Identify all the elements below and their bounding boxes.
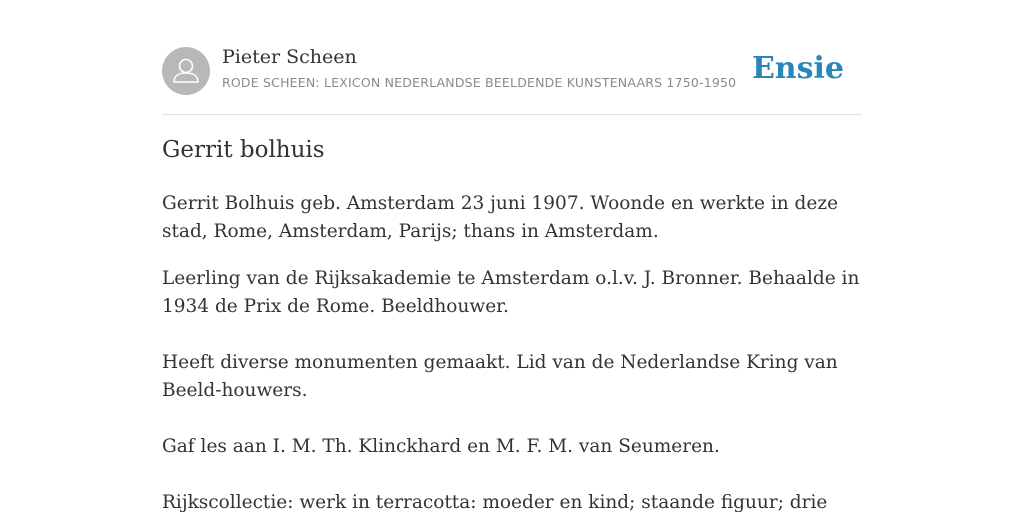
paragraph-2: Leerling van de Rijksakademie te Amsterdam o.l.v. J. Bronner. Behaalde in 1934 de Prix de Rome. Beeldhouwer. [162, 268, 860, 317]
paragraph-spacer [162, 321, 862, 349]
paragraph-3: Heeft diverse monumenten gemaakt. Lid van de Nederlandse Kring van Beeld-houwers. [162, 352, 838, 401]
author-name[interactable]: Pieter Scheen [222, 46, 357, 68]
paragraph-spacer [162, 461, 862, 489]
paragraph-5: Rijkscollectie: werk in terracotta: moeder en kind; staande figuur; drie [162, 492, 828, 512]
user-icon [162, 47, 210, 95]
paragraph-4: Gaf les aan I. M. Th. Klinckhard en M. F. M. van Seumeren. [162, 436, 720, 457]
paragraph-1: Gerrit Bolhuis geb. Amsterdam 23 juni 1907. Woonde en werkte in deze stad, Rome, Amsterdam, Parijs; thans in Amsterdam. [162, 193, 839, 242]
page-container [162, 0, 862, 512]
article-body [162, 190, 862, 512]
ensie-logo[interactable]: Ensie [751, 51, 844, 86]
article-header [162, 46, 862, 115]
author-avatar[interactable] [162, 47, 210, 95]
paragraph-spacer [162, 405, 862, 433]
source-title[interactable]: RODE SCHEEN: LEXICON NEDERLANDSE BEELDENDE KUNSTENAARS 1750-1950 [222, 75, 737, 90]
article-title: Gerrit bolhuis [162, 137, 325, 163]
